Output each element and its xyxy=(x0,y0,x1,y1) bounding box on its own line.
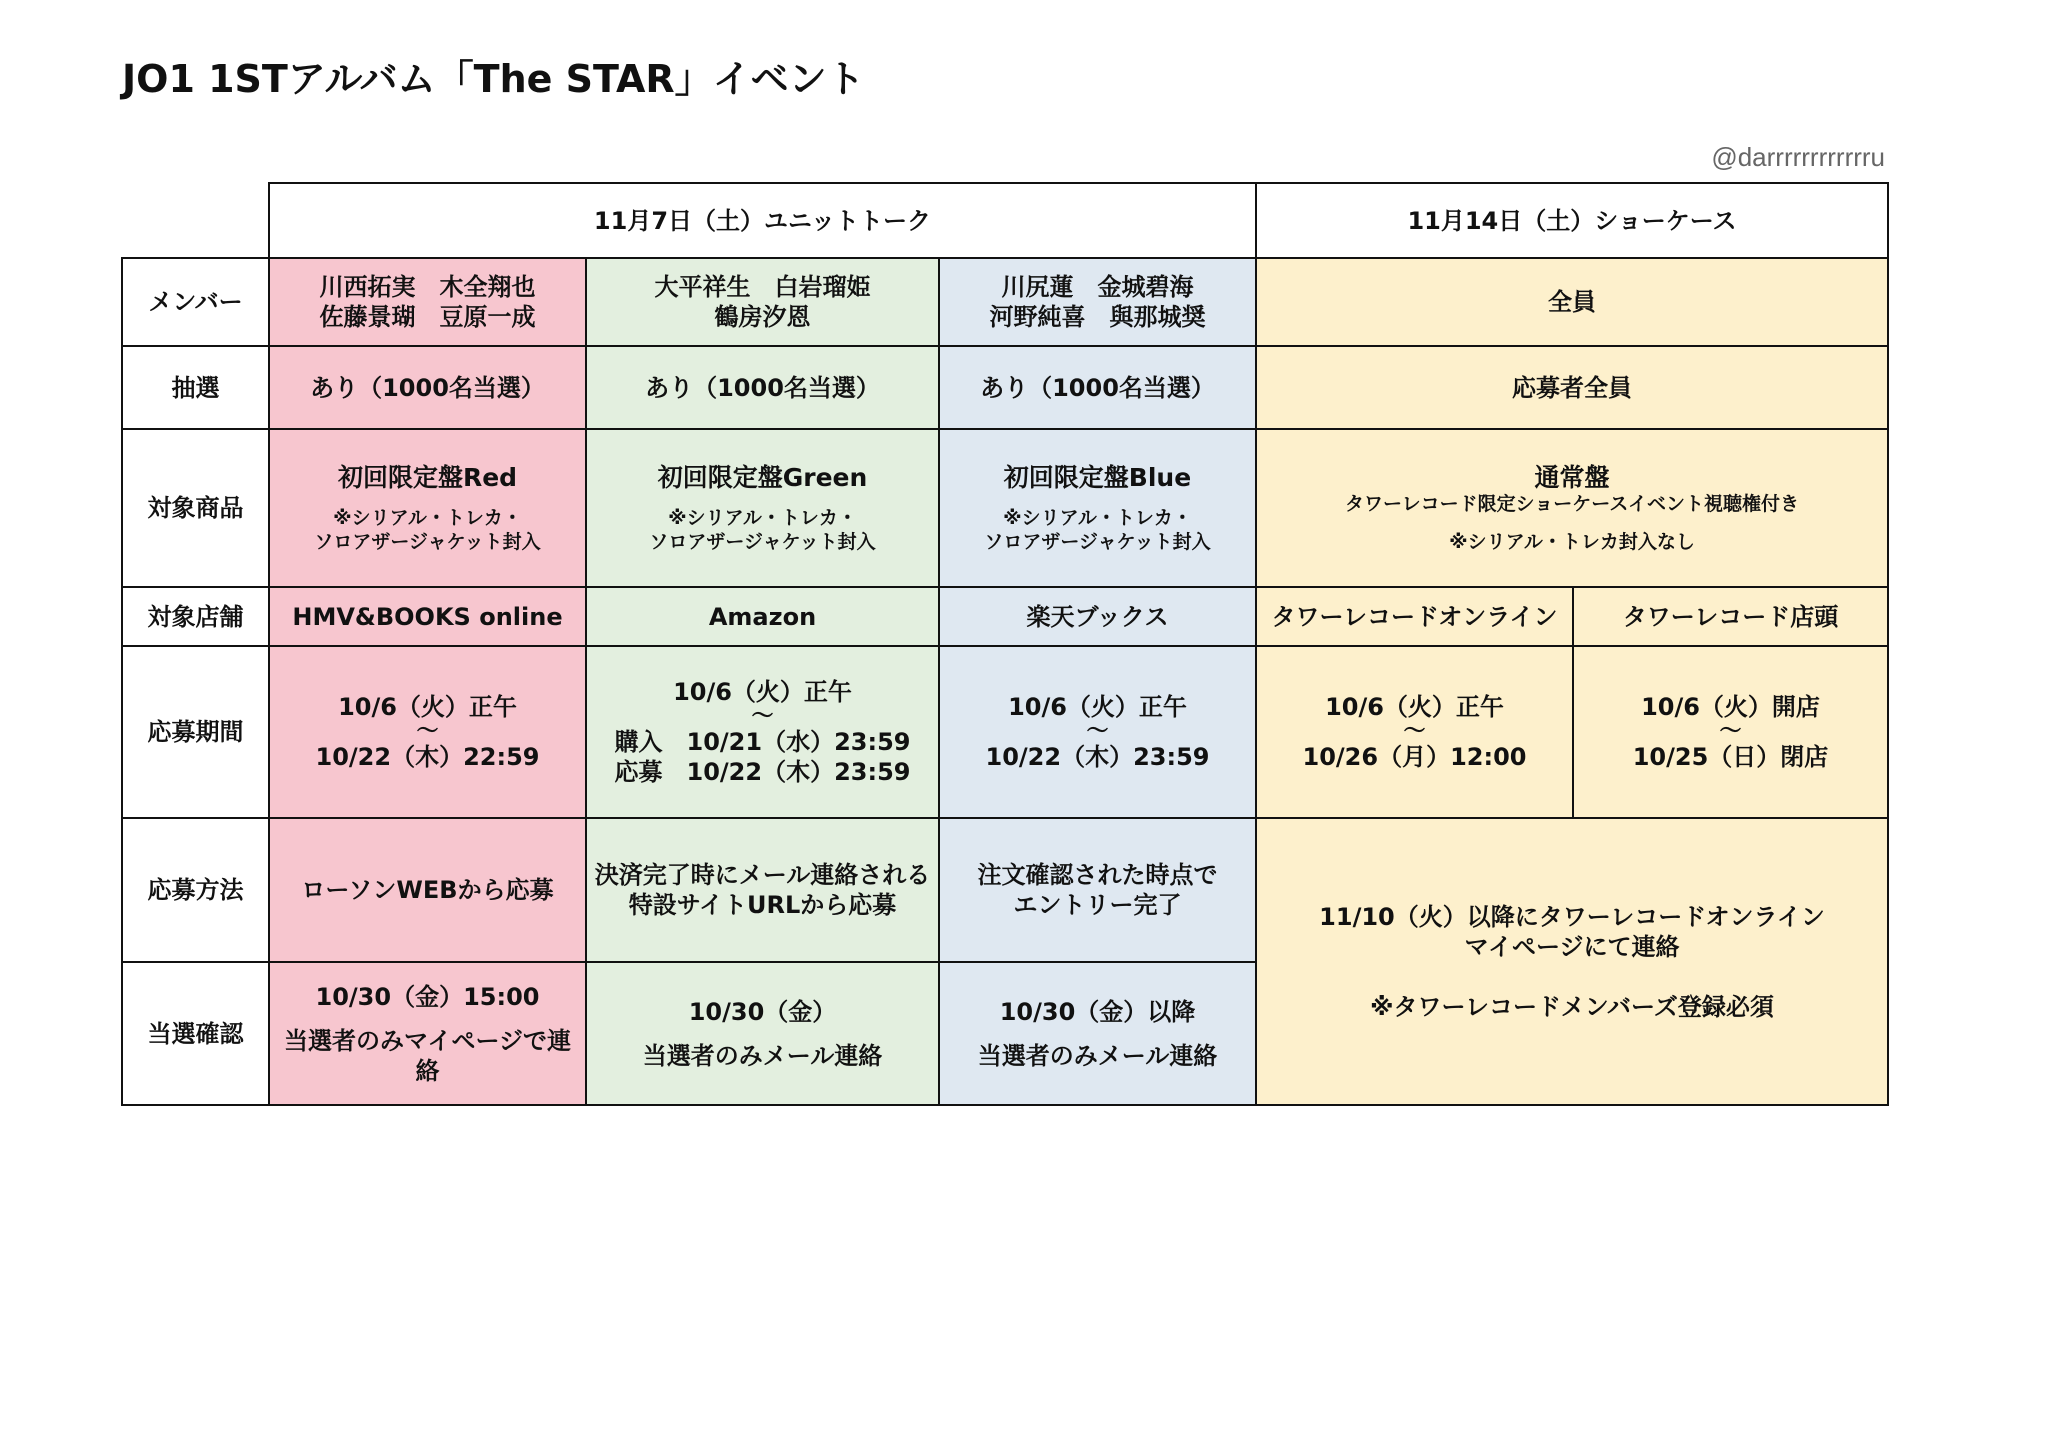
product-showcase-note: ※シリアル・トレカ封入なし xyxy=(1449,530,1695,553)
result-red xyxy=(269,962,586,1105)
row-label-period: 応募期間 xyxy=(122,646,269,818)
header-row xyxy=(122,183,1888,258)
product-red-note2: ソロアザージャケット封入 xyxy=(314,530,541,553)
product-red xyxy=(269,429,586,587)
credit-handle: @darrrrrrrrrrrru xyxy=(1711,142,1885,172)
members-showcase: 全員 xyxy=(1256,258,1888,346)
product-showcase-title: 通常盤 xyxy=(1534,462,1610,492)
members-green-line1: 大平祥生 白岩瑠姫 xyxy=(654,273,871,301)
period-green-apply: 応募 10/22（木）23:59 xyxy=(614,757,911,786)
result-red-text: 当選者のみマイページで連絡 xyxy=(283,1026,572,1085)
product-blue xyxy=(939,429,1256,587)
period-red-tilde: 〜 xyxy=(416,719,439,745)
period-blue-start: 10/6（火）正午 xyxy=(1008,693,1187,722)
product-showcase xyxy=(1256,429,1888,587)
period-blue-end: 10/22（木）23:59 xyxy=(985,742,1210,771)
header-unit-talk: 11月7日（土）ユニットトーク xyxy=(269,183,1256,258)
period-shop-start: 10/6（火）開店 xyxy=(1641,693,1820,722)
event-schedule-table xyxy=(121,182,1889,1106)
product-row xyxy=(122,429,1888,587)
product-blue-note2: ソロアザージャケット封入 xyxy=(984,530,1211,553)
method-green xyxy=(586,818,939,962)
row-label-product: 対象商品 xyxy=(122,429,269,587)
period-shop-tilde: 〜 xyxy=(1719,719,1742,745)
period-green-tilde: 〜 xyxy=(751,704,774,730)
period-green-buy: 購入 10/21（水）23:59 xyxy=(614,727,911,756)
lottery-blue: あり（1000名当選） xyxy=(939,346,1256,429)
product-blue-note1: ※シリアル・トレカ・ xyxy=(1003,506,1192,529)
product-showcase-sub: タワーレコード限定ショーケースイベント視聴権付き xyxy=(1345,492,1799,515)
members-blue xyxy=(939,258,1256,346)
product-green xyxy=(586,429,939,587)
store-tower-online: タワーレコードオンライン xyxy=(1256,587,1573,646)
result-red-date: 10/30（金）15:00 xyxy=(315,982,540,1011)
members-blue-line1: 川尻蓮 金城碧海 xyxy=(1001,273,1194,301)
period-online-start: 10/6（火）正午 xyxy=(1325,693,1504,722)
method-showcase-line1: 11/10（火）以降にタワーレコードオンライン xyxy=(1319,902,1825,931)
result-green-text: 当選者のみメール連絡 xyxy=(642,1041,883,1070)
store-tower-shop: タワーレコード店頭 xyxy=(1573,587,1888,646)
store-green: Amazon xyxy=(586,587,939,646)
result-green xyxy=(586,962,939,1105)
period-tower-shop xyxy=(1573,646,1888,818)
method-showcase-line3: ※タワーレコードメンバーズ登録必須 xyxy=(1370,992,1774,1021)
method-blue-line1: 注文確認された時点で xyxy=(977,861,1218,889)
method-red: ローソンWEBから応募 xyxy=(269,818,586,962)
method-row xyxy=(122,818,1888,962)
members-green-line2: 鶴房汐恩 xyxy=(714,303,811,331)
store-red: HMV&BOOKS online xyxy=(269,587,586,646)
period-tower-online xyxy=(1256,646,1573,818)
product-red-note1: ※シリアル・トレカ・ xyxy=(333,506,522,529)
period-blue xyxy=(939,646,1256,818)
members-red-line2: 佐藤景瑚 豆原一成 xyxy=(319,303,536,331)
product-green-note2: ソロアザージャケット封入 xyxy=(649,530,876,553)
row-label-lottery: 抽選 xyxy=(122,346,269,429)
product-green-title: 初回限定盤Green xyxy=(657,462,868,492)
members-green xyxy=(586,258,939,346)
period-online-end: 10/26（月）12:00 xyxy=(1302,742,1527,771)
period-red-start: 10/6（火）正午 xyxy=(338,693,517,722)
method-blue-line2: エントリー完了 xyxy=(1013,891,1182,919)
lottery-green: あり（1000名当選） xyxy=(586,346,939,429)
result-blue-date: 10/30（金）以降 xyxy=(999,997,1196,1026)
row-label-members: メンバー xyxy=(122,258,269,346)
product-blue-title: 初回限定盤Blue xyxy=(1003,462,1192,492)
lottery-red: あり（1000名当選） xyxy=(269,346,586,429)
period-green xyxy=(586,646,939,818)
method-blue xyxy=(939,818,1256,962)
members-blue-line2: 河野純喜 與那城奨 xyxy=(989,303,1206,331)
period-row xyxy=(122,646,1888,818)
period-red-end: 10/22（木）22:59 xyxy=(315,742,540,771)
period-green-start: 10/6（火）正午 xyxy=(673,678,852,707)
period-shop-end: 10/25（日）閉店 xyxy=(1632,742,1829,771)
period-blue-tilde: 〜 xyxy=(1086,719,1109,745)
row-label-result: 当選確認 xyxy=(122,962,269,1105)
members-row xyxy=(122,258,1888,346)
method-green-line1: 決済完了時にメール連絡される xyxy=(594,861,931,889)
members-red xyxy=(269,258,586,346)
result-blue xyxy=(939,962,1256,1105)
lottery-row xyxy=(122,346,1888,429)
result-blue-text: 当選者のみメール連絡 xyxy=(977,1041,1218,1070)
period-red xyxy=(269,646,586,818)
corner-cell xyxy=(122,183,269,258)
row-label-store: 対象店舗 xyxy=(122,587,269,646)
store-row xyxy=(122,587,1888,646)
members-red-line1: 川西拓実 木全翔也 xyxy=(319,273,536,301)
result-green-date: 10/30（金） xyxy=(688,997,837,1026)
row-label-method: 応募方法 xyxy=(122,818,269,962)
product-green-note1: ※シリアル・トレカ・ xyxy=(668,506,857,529)
header-showcase: 11月14日（土）ショーケース xyxy=(1256,183,1888,258)
store-blue: 楽天ブックス xyxy=(939,587,1256,646)
page-title: JO1 1STアルバム「The STAR」イベント xyxy=(122,57,865,101)
lottery-showcase: 応募者全員 xyxy=(1256,346,1888,429)
method-showcase-line2: マイページにて連絡 xyxy=(1464,932,1680,961)
method-result-showcase xyxy=(1256,818,1888,1105)
product-red-title: 初回限定盤Red xyxy=(337,462,518,492)
method-green-line2: 特設サイトURLから応募 xyxy=(628,891,897,919)
period-online-tilde: 〜 xyxy=(1403,719,1426,745)
